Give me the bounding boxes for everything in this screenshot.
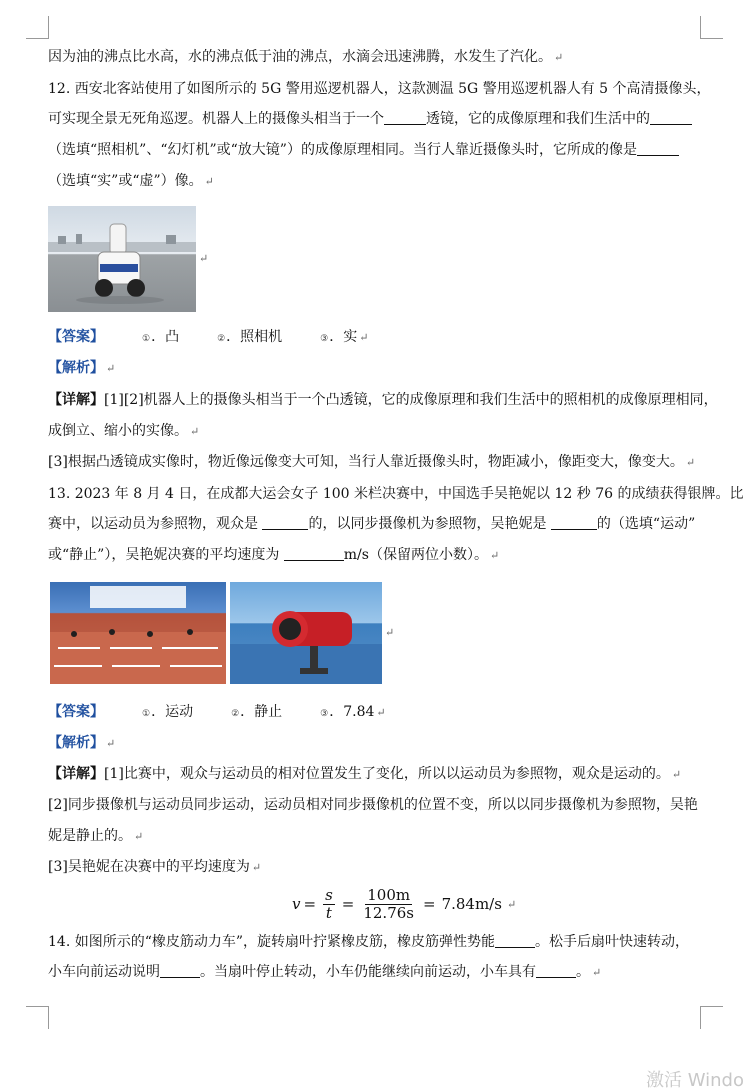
question-14-line-2 <box>48 962 704 983</box>
paragraph-mark: ↵ <box>489 549 500 562</box>
formula-symbol-v: v <box>292 895 301 913</box>
analysis-line-q12 <box>48 358 704 379</box>
paragraph-text: 赛中，以运动员为参照物，观众是 <box>48 516 258 532</box>
paragraph-mark: ↵ <box>376 706 386 719</box>
corner-mark-top-left <box>26 16 49 39</box>
answer-blank <box>536 963 576 978</box>
paragraph-text: 13. 2023 年 8 月 4 日，在成都大运会女子 100 米栏决赛中，中国选手吴艳妮以 12 秒 76 的成绩获得银牌。比 <box>48 486 744 502</box>
paragraph-mark: ↵ <box>359 331 369 344</box>
sync-camera-photo <box>230 582 382 684</box>
paragraph-mark: ↵ <box>506 897 517 911</box>
paragraph-mark: ↵ <box>204 175 214 188</box>
answer-blank <box>650 110 692 125</box>
detail-line <box>48 826 704 847</box>
paragraph-mark: ↵ <box>251 861 262 874</box>
paragraph-text: 的，以同步摄像机为参照物，吴艳妮是 <box>308 516 547 532</box>
paragraph-text: 。当扇叶停止转动，小车仍能继续向前运动，小车具有 <box>200 964 536 980</box>
question-13-line-2 <box>48 514 704 534</box>
paragraph-text: [2]同步摄像机与运动员同步运动，运动员相对同步摄像机的位置不变，所以以同步摄像机为参照物，吴艳 <box>48 797 698 813</box>
paragraph-mark: ↵ <box>671 768 682 781</box>
patrol-robot-photo <box>48 206 196 312</box>
answer-value: ．照相机 <box>226 329 283 345</box>
paragraph-text: 或“静止”），吴艳妮决赛的平均速度为 <box>48 547 280 563</box>
paragraph-text: 12. 西安北客站使用了如图所示的 5G 警用巡逻机器人，这款测温 5G 警用巡逻机器人有 5 个高清摄像头， <box>48 81 711 97</box>
answer-value: ．7.84 <box>329 704 375 720</box>
paragraph-text: 因为油的沸点比水高，水的沸点低于油的沸点，水滴会迅速沸腾，水发生了汽化。 <box>48 49 552 65</box>
formula-fraction-values <box>361 887 416 922</box>
question-14-line-1 <box>48 932 704 952</box>
paragraph-text: 成倒立、缩小的实像。 <box>48 423 188 439</box>
formula-numerator: s <box>325 885 333 904</box>
answer-line-q12 <box>48 327 704 349</box>
detail-line <box>48 452 704 473</box>
detail-line <box>48 857 704 878</box>
paragraph-text: 透镜，它的成像原理和我们生活中的 <box>426 111 650 127</box>
paragraph-mark: ↵ <box>134 830 144 843</box>
answer-blank <box>262 515 308 530</box>
detail-line <box>48 390 718 410</box>
answer-blank <box>160 963 200 978</box>
formula-fraction-s-over-t <box>323 887 335 922</box>
paragraph-mark: ↵ <box>592 966 602 979</box>
formula-equals: = <box>341 895 355 913</box>
formula-equals: = <box>303 895 317 913</box>
answer-blank <box>284 546 344 561</box>
answer-label: 【答案】 <box>48 704 104 720</box>
paragraph-text: [1][2]机器人上的摄像头相当于一个凸透镜，它的成像原理和我们生活中的照相机的成像原理相同， <box>104 392 718 408</box>
answer-value: ．实 <box>329 329 358 345</box>
answer-blank <box>495 933 535 948</box>
paragraph-mark: ↵ <box>685 456 696 469</box>
answer-value: ．运动 <box>151 704 194 720</box>
analysis-label: 【解析】 <box>48 360 104 376</box>
activation-watermark: 激活 Windo <box>646 1070 744 1091</box>
answer-blank <box>637 141 679 156</box>
question-12-line-4 <box>48 171 704 192</box>
paragraph-text: 14. 如图所示的“橡皮筋动力车”，旋转扇叶拧紧橡皮筋，橡皮筋弹性势能 <box>48 934 496 950</box>
paragraph-text: [1]比赛中，观众与运动员的相对位置发生了变化，所以以运动员为参照物，观众是运动的。 <box>104 766 670 782</box>
hurdle-race-photo <box>50 582 226 684</box>
paragraph-mark: ↵ <box>199 252 209 265</box>
formula-denominator: 12.76s <box>363 903 414 922</box>
paragraph-mark: ↵ <box>106 362 116 375</box>
analysis-label: 【解析】 <box>48 735 104 751</box>
paragraph-text: [3]吴艳妮在决赛中的平均速度为 <box>48 859 250 875</box>
formula-numerator: 100m <box>367 885 411 904</box>
velocity-formula <box>292 884 516 924</box>
paragraph-text: 。 <box>576 964 590 980</box>
answer-number: ② <box>231 709 240 719</box>
paragraph-mark: ↵ <box>106 737 116 750</box>
formula-equals: = <box>422 895 436 913</box>
paragraph-text: [3]根据凸透镜成实像时，物近像远像变大可知，当行人靠近摄像头时，物距减小，像距变大，像变大。 <box>48 454 684 470</box>
answer-number: ① <box>142 709 151 719</box>
question-13-line-1 <box>48 484 744 504</box>
paragraph-text: m/s（保留两位小数）。 <box>343 547 488 563</box>
paragraph-text: 可实现全景无死角巡逻。机器人上的摄像头相当于一个 <box>48 111 384 127</box>
detail-label: 【详解】 <box>48 766 104 782</box>
detail-line <box>48 764 704 785</box>
detail-label: 【详解】 <box>48 392 104 408</box>
answer-value: ．静止 <box>240 704 283 720</box>
answer-label: 【答案】 <box>48 329 104 345</box>
answer-blank <box>551 515 597 530</box>
answer-number: ③ <box>320 334 329 344</box>
corner-mark-top-right <box>700 16 723 39</box>
paragraph-text: 妮是静止的。 <box>48 828 132 844</box>
paragraph-text: 。松手后扇叶快速转动， <box>535 934 690 950</box>
paragraph-mark: ↵ <box>385 626 395 639</box>
answer-value: ．凸 <box>151 329 180 345</box>
analysis-line-q13 <box>48 733 704 754</box>
corner-mark-bottom-right <box>700 1006 723 1029</box>
answer-number: ② <box>217 334 226 344</box>
answer-number: ① <box>142 334 151 344</box>
text-line <box>48 47 704 68</box>
answer-number: ③ <box>320 709 329 719</box>
paragraph-text: 小车向前运动说明 <box>48 964 160 980</box>
question-12-line-2 <box>48 109 704 129</box>
answer-blank <box>384 110 426 125</box>
question-13-line-3 <box>48 545 704 566</box>
detail-line <box>48 421 704 442</box>
paragraph-text: 的（选填“运动” <box>596 516 696 532</box>
answer-line-q13 <box>48 702 704 724</box>
paragraph-mark: ↵ <box>554 51 564 64</box>
question-12-line-3 <box>48 140 704 160</box>
question-12-line-1 <box>48 79 711 99</box>
paragraph-text: （选填“照相机”、“幻灯机”或“放大镜”）的成像原理相同。当行人靠近摄像头时，它所成的像是 <box>48 142 637 158</box>
corner-mark-bottom-left <box>26 1006 49 1029</box>
detail-line <box>48 795 704 815</box>
paragraph-mark: ↵ <box>190 425 200 438</box>
formula-result: 7.84m/s <box>441 895 502 913</box>
paragraph-text: （选填“实”或“虚”）像。 <box>48 173 203 189</box>
formula-denominator: t <box>325 903 332 922</box>
